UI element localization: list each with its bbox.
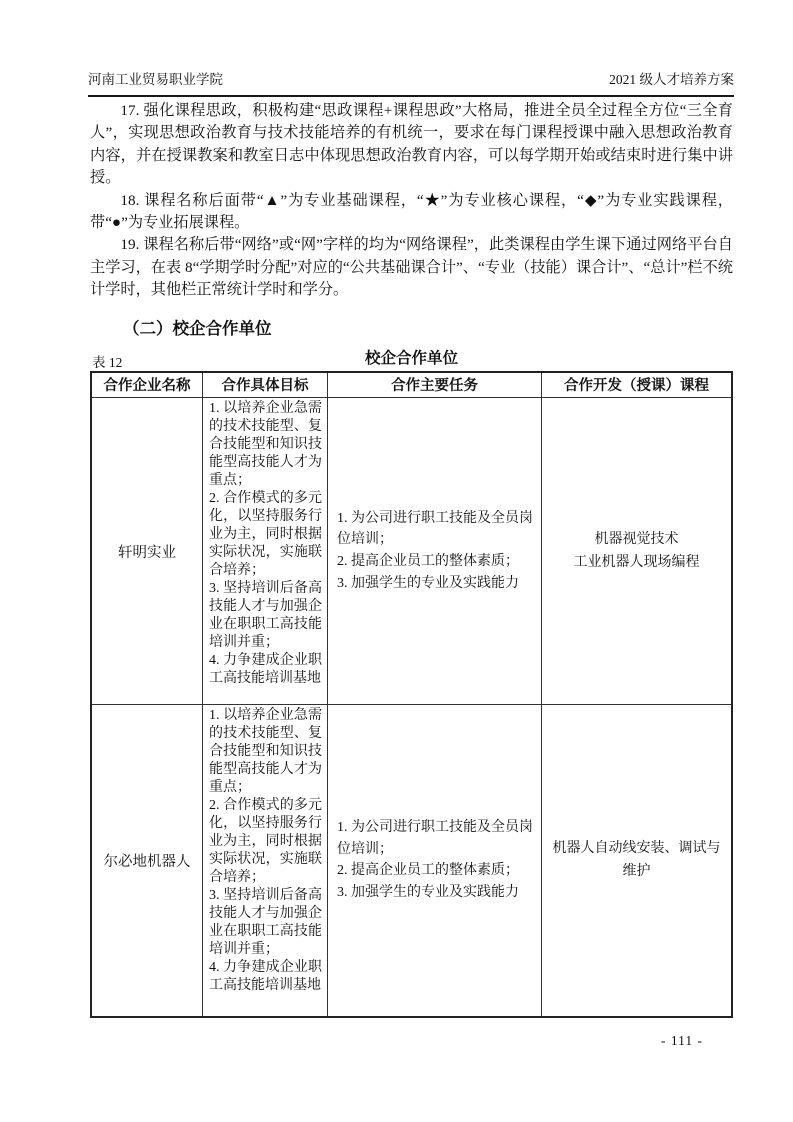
task-item: 3. 加强学生的专业及实践能力 bbox=[337, 885, 520, 901]
cell-company-name: 轩明实业 bbox=[91, 398, 203, 705]
task-item: 1. 为公司进行职工技能及全员岗位培训； bbox=[337, 819, 534, 857]
cooperation-table bbox=[90, 371, 733, 1018]
goal-item: 3. 坚持培训后备高技能人才与加强企业在职职工高技能培训并重； bbox=[209, 888, 323, 958]
header-school-name: 河南工业贸易职业学院 bbox=[88, 72, 223, 87]
page-header bbox=[88, 68, 734, 97]
column-header-courses: 合作开发（授课）课程 bbox=[542, 372, 732, 398]
table-caption: 校企合作单位 bbox=[364, 349, 458, 367]
goal-item: 4. 力争建成企业职工高技能培训基地 bbox=[209, 960, 323, 994]
course-item: 工业机器人现场编程 bbox=[573, 555, 700, 571]
paragraph-19: 19. 课程名称后带“网络”或“网”字样的均为“网络课程”，此类课程由学生课下通过网络平台自主学习，在表 8“学期学时分配”对应的“公共基础课合计”、“专业（技能）课合计”、“总计”栏不统计学时，其他栏正常统计学时和学分。 bbox=[90, 236, 733, 299]
task-item: 1. 为公司进行职工技能及全员岗位培训； bbox=[337, 510, 534, 548]
task-item: 3. 加强学生的专业及实践能力 bbox=[337, 575, 520, 591]
paragraph-17: 17. 强化课程思政，积极构建“思政课程+课程思政”大格局，推进全员全过程全方位“三全育人”，实现思想政治教育与技术技能培养的有机统一，要求在每门课程授课中融入思想政治教育内容，并在授课教案和教室日志中体现思想政治教育内容，可以每学期开始或结束时进行集中讲授。 bbox=[90, 102, 733, 187]
page-number: - 111 - bbox=[661, 1033, 703, 1048]
column-header-tasks: 合作主要任务 bbox=[328, 372, 542, 398]
goal-item: 1. 以培养企业急需的技术技能型、复合技能型和知识技能型高技能人才为重点； bbox=[209, 708, 323, 796]
goal-item: 1. 以培养企业急需的技术技能型、复合技能型和知识技能型高技能人才为重点； bbox=[209, 401, 323, 489]
cell-company-name: 尔必地机器人 bbox=[91, 705, 203, 1017]
course-item: 机器人自动线安装、调试与维护 bbox=[552, 841, 721, 880]
goal-item: 2. 合作模式的多元化，以坚持服务行业为主，同时根据实际状况，实施联合培养； bbox=[209, 491, 323, 579]
table-header-row bbox=[91, 372, 732, 398]
section-heading: （二）校企合作单位 bbox=[123, 319, 272, 338]
column-header-company: 合作企业名称 bbox=[91, 372, 203, 398]
page-body bbox=[90, 100, 733, 1018]
cell-cooperation-goals bbox=[203, 705, 328, 1017]
goal-item: 2. 合作模式的多元化，以坚持服务行业为主，同时根据实际状况，实施联合培养； bbox=[209, 798, 323, 886]
cell-developed-courses bbox=[542, 398, 732, 705]
cell-main-tasks bbox=[328, 398, 542, 705]
course-item: 机器视觉技术 bbox=[594, 532, 679, 548]
cell-developed-courses bbox=[542, 705, 732, 1017]
header-doc-title: 2021 级人才培养方案 bbox=[609, 72, 734, 87]
goal-item: 4. 力争建成企业职工高技能培训基地 bbox=[209, 653, 323, 687]
cell-cooperation-goals bbox=[203, 398, 328, 705]
column-header-goals: 合作具体目标 bbox=[203, 372, 328, 398]
paragraph-18: 18. 课程名称后面带“▲”为专业基础课程，“★”为专业核心课程，“◆”为专业实践课程，带“●”为专业拓展课程。 bbox=[90, 191, 733, 232]
goal-item: 3. 坚持培训后备高技能人才与加强企业在职职工高技能培训并重； bbox=[209, 581, 323, 651]
table-row bbox=[91, 398, 732, 705]
table-row bbox=[91, 705, 732, 1017]
task-item: 2. 提高企业员工的整体素质； bbox=[337, 863, 520, 879]
table-caption-row bbox=[90, 348, 733, 369]
table-number-label: 表 12 bbox=[92, 354, 123, 370]
cell-main-tasks bbox=[328, 705, 542, 1017]
task-item: 2. 提高企业员工的整体素质； bbox=[337, 554, 520, 570]
